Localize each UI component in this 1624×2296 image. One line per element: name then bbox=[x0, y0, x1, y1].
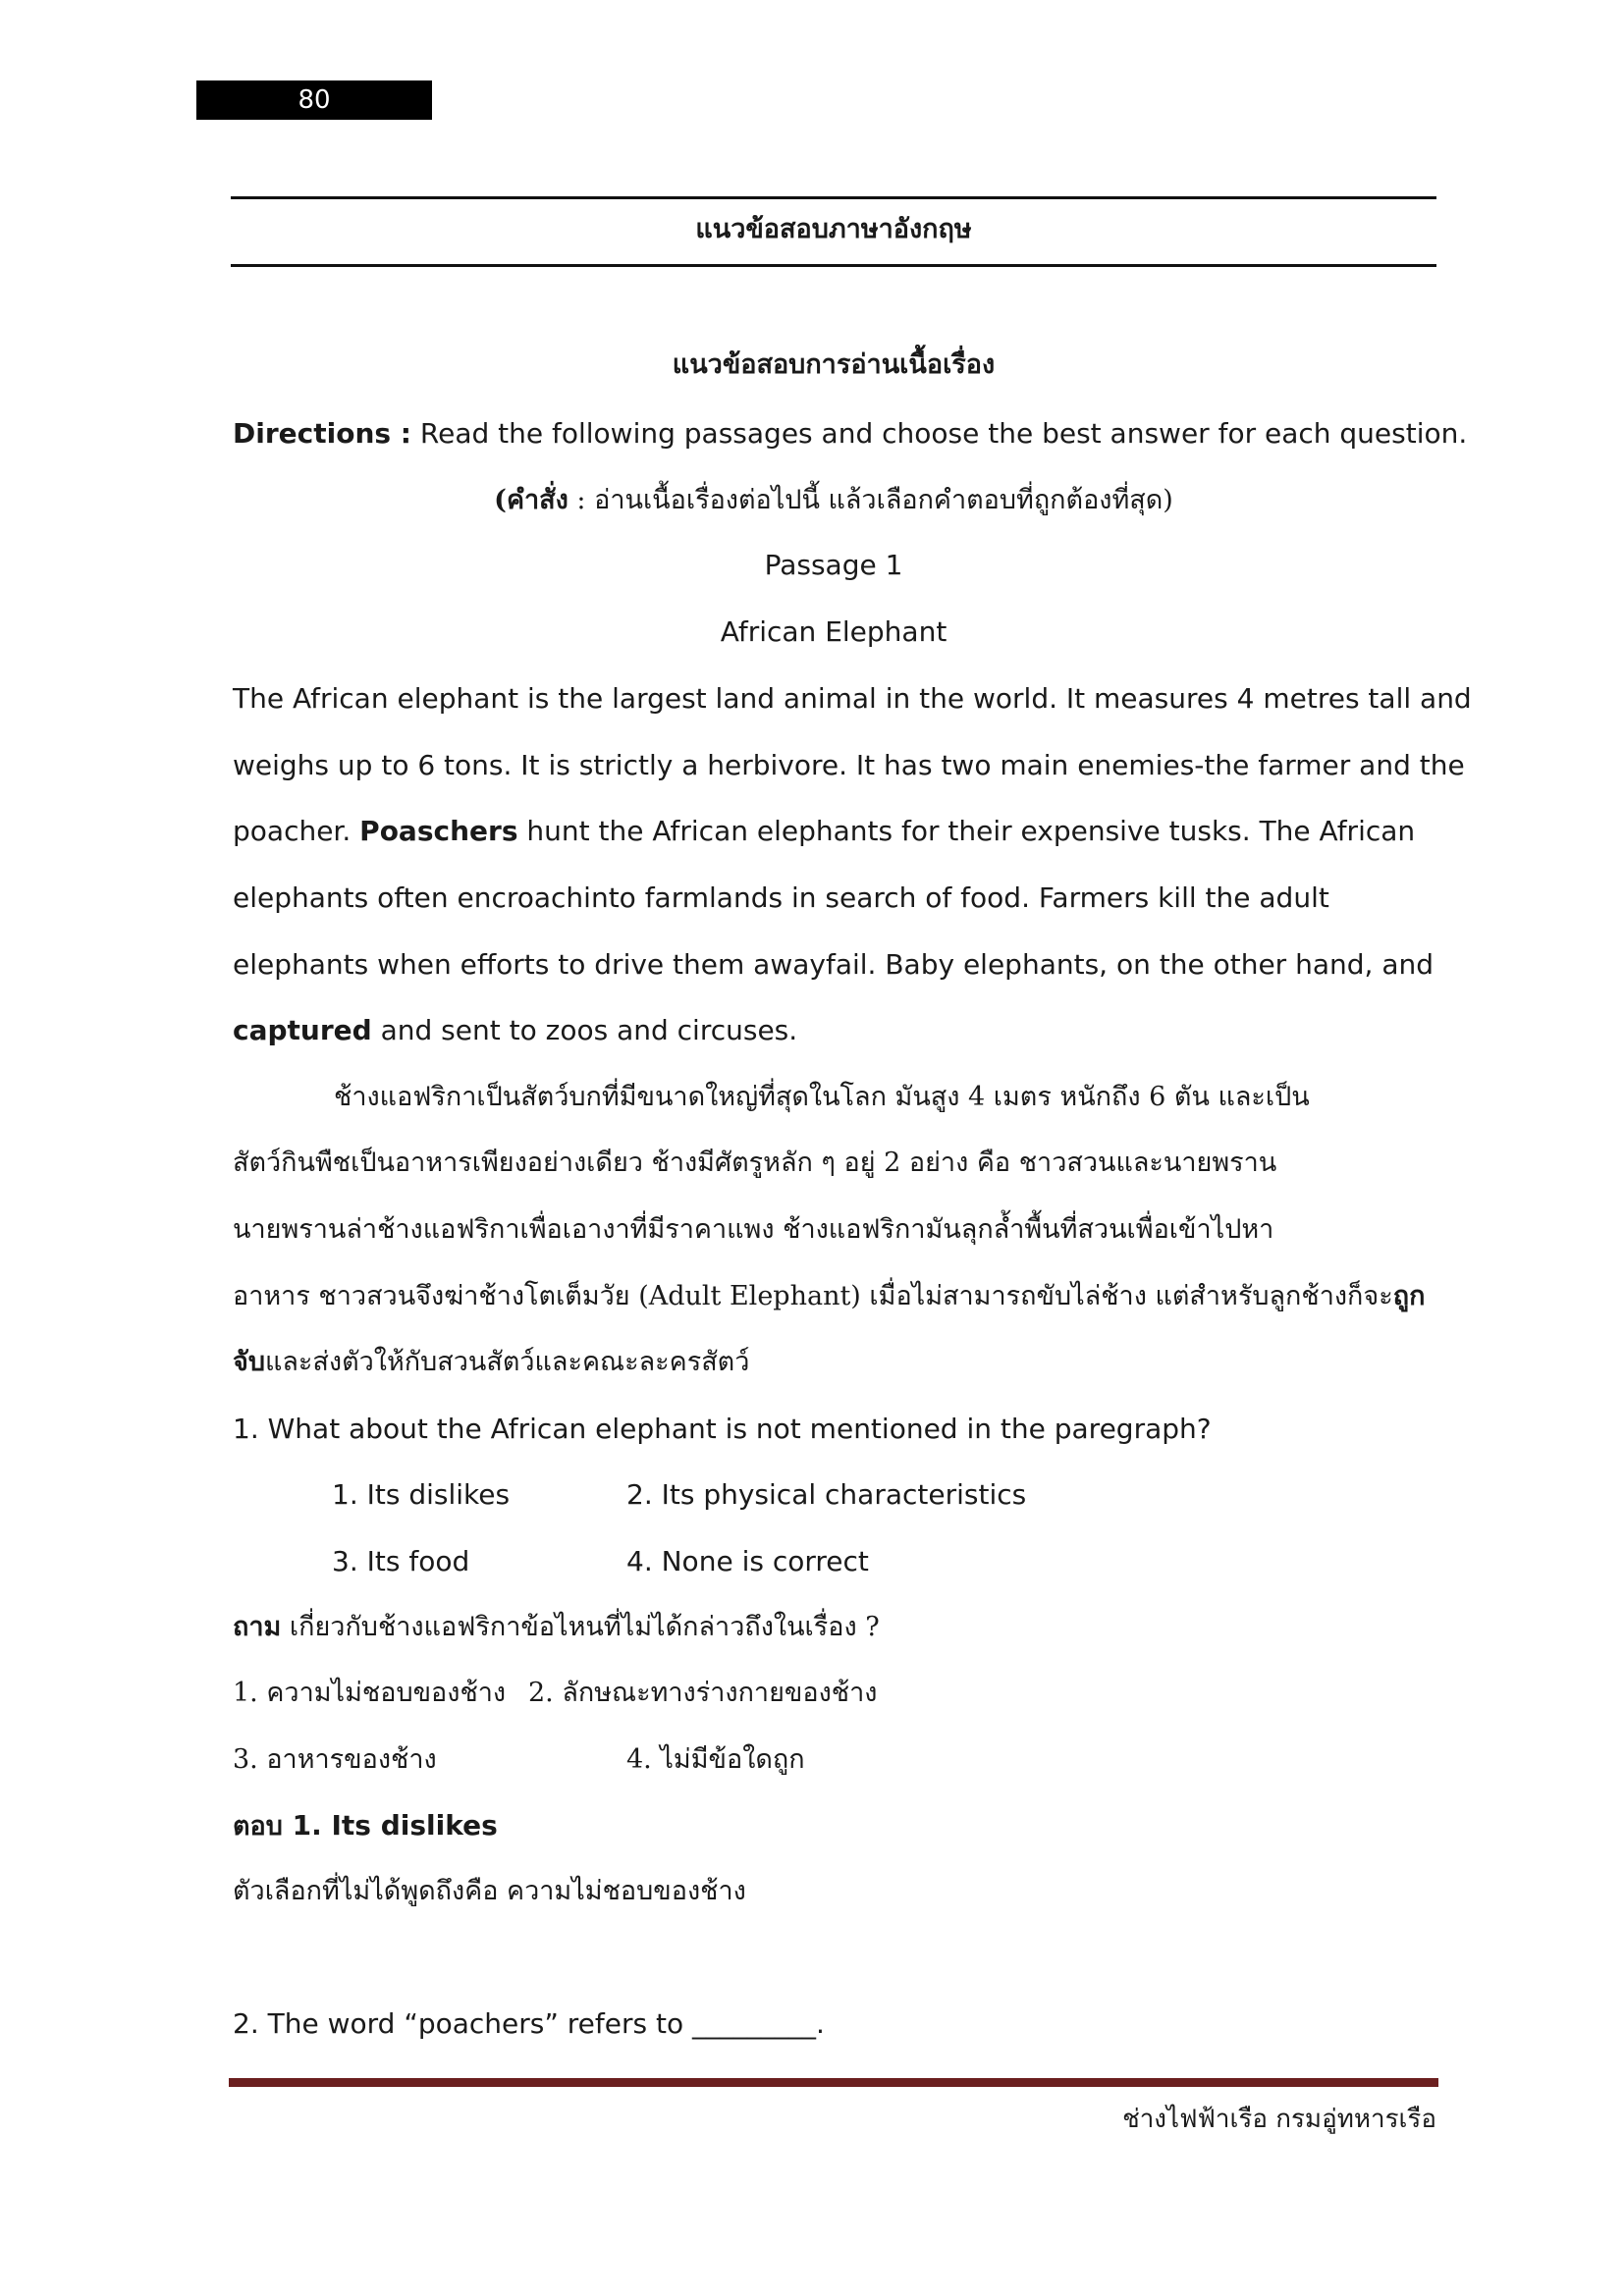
thai-passage-text: และส่งตัวให้กับสวนสัตว์และคณะละครสัตว์ bbox=[264, 1347, 750, 1377]
thai-instruction bbox=[231, 481, 1436, 520]
directions-label: Directions : bbox=[233, 417, 411, 450]
thai-instruction-text: : อ่านเนื้อเรื่องต่อไปนี้ แล้วเลือกคำตอบที่ถูกต้องที่สุด) bbox=[568, 485, 1173, 515]
answer-text: 1. Its dislikes bbox=[282, 1809, 498, 1842]
thai-passage-line-4 bbox=[233, 1277, 1450, 1316]
english-passage-line-2: weighs up to 6 tons. It is strictly a herbivore. It has two main enemies-the farmer and the bbox=[233, 749, 1465, 781]
english-passage-line-1: The African elephant is the largest land animal in the world. It measures 4 metres tall and bbox=[233, 682, 1472, 715]
answer-label: ตอบ bbox=[233, 1811, 283, 1842]
directions-line bbox=[233, 414, 1468, 454]
thai-option-1: 1. ความไม่ชอบของช้าง bbox=[233, 1678, 507, 1708]
english-passage-line-5: elephants when efforts to drive them awayfail. Baby elephants, on the other hand, and bbox=[233, 948, 1434, 981]
thai-passage-line-1: ช้างแอฟริกาเป็นสัตว์บกที่มีขนาดใหญ่ที่สุดในโลก มันสูง 4 เมตร หนักถึง 6 ตัน และเป็น bbox=[334, 1082, 1310, 1112]
option-2: 2. Its physical characteristics bbox=[626, 1478, 1027, 1511]
thai-question-text: เกี่ยวกับช้างแอฟริกาข้อไหนที่ไม่ได้กล่าวถึงในเรื่อง ? bbox=[281, 1612, 880, 1642]
thai-option-2: 2. ลักษณะทางร่างกายของช้าง bbox=[528, 1678, 878, 1708]
thai-bold-term: ถูก bbox=[1392, 1281, 1426, 1311]
option-1: 1. Its dislikes bbox=[332, 1478, 511, 1511]
thai-instruction-label: (คำสั่ง bbox=[494, 485, 568, 515]
passage-text: poacher. bbox=[233, 815, 360, 847]
subtitle: แนวข้อสอบการอ่านเนื้อเรื่อง bbox=[672, 349, 996, 380]
english-passage-line-4: elephants often encroachinto farmlands in search of food. Farmers kill the adult bbox=[233, 881, 1329, 914]
passage-label: Passage 1 bbox=[764, 549, 903, 581]
page-number: 80 bbox=[196, 80, 432, 120]
thai-bold-term: จับ bbox=[233, 1347, 265, 1377]
option-3: 3. Its food bbox=[332, 1545, 470, 1577]
thai-option-4: 4. ไม่มีข้อใดถูก bbox=[626, 1744, 805, 1775]
thai-option-3: 3. อาหารของช้าง bbox=[233, 1744, 437, 1775]
title-bottom-rule bbox=[231, 264, 1436, 267]
passage-text: hunt the African elephants for their expensive tusks. The African bbox=[517, 815, 1416, 847]
thai-passage-line-5 bbox=[233, 1343, 1450, 1382]
passage-title: African Elephant bbox=[720, 615, 947, 648]
footer-text: ช่างไฟฟ้าเรือ กรมอู่ทหารเรือ bbox=[1122, 2105, 1436, 2134]
directions-text: Read the following passages and choose the best answer for each question. bbox=[411, 417, 1468, 450]
bold-term-captured: captured bbox=[233, 1014, 372, 1046]
bold-term-poaschers: Poaschers bbox=[359, 815, 518, 847]
answer-explanation: ตัวเลือกที่ไม่ได้พูดถึงคือ ความไม่ชอบของช้าง bbox=[233, 1876, 746, 1906]
thai-passage-line-2: สัตว์กินพืชเป็นอาหารเพียงอย่างเดียว ช้างมีศัตรูหลัก ๆ อยู่ 2 อย่าง คือ ชาวสวนและนายพราน bbox=[233, 1148, 1277, 1178]
thai-question-label: ถาม bbox=[233, 1612, 282, 1642]
question-1: 1. What about the African elephant is not mentioned in the paregraph? bbox=[233, 1413, 1212, 1445]
title-top-rule bbox=[231, 196, 1436, 199]
english-passage-line-6 bbox=[233, 1011, 1450, 1050]
thai-passage-text: อาหาร ชาวสวนจึงฆ่าช้างโตเต็มวัย (Adult Elephant) เมื่อไม่สามารถขับไล่ช้าง แต่สำหรับลูกช้างก็จะ bbox=[233, 1281, 1393, 1311]
answer-1 bbox=[233, 1806, 1450, 1846]
passage-text: and sent to zoos and circuses. bbox=[371, 1014, 798, 1046]
footer-rule bbox=[229, 2078, 1438, 2087]
english-passage-line-3 bbox=[233, 812, 1450, 851]
section-title: แนวข้อสอบภาษาอังกฤษ bbox=[695, 214, 972, 244]
thai-passage-line-3: นายพรานล่าช้างแอฟริกาเพื่อเอางาที่มีราคาแพง ช้างแอฟริกามันลุกล้ำพื้นที่สวนเพื่อเข้าไปหา bbox=[233, 1214, 1274, 1245]
thai-question-1 bbox=[233, 1608, 1450, 1647]
option-4: 4. None is correct bbox=[626, 1545, 869, 1577]
question-2: 2. The word “poachers” refers to _________. bbox=[233, 2007, 825, 2040]
